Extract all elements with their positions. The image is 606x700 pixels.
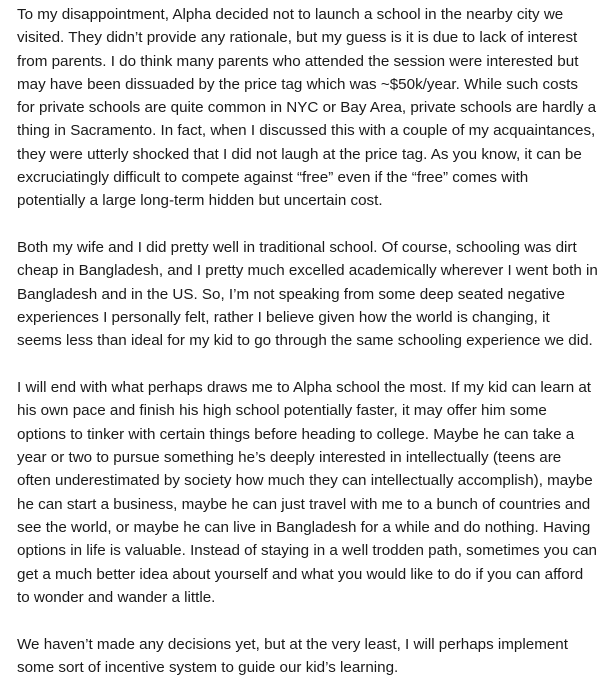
paragraph-learning-pace: I will end with what perhaps draws me to Alpha school the most. If my kid can learn at his own pace and finish his high school potentially faster, it may offer him some options to tinker with certain things before heading to college. Maybe he can take a year or two to pursue something he’s deeply interested in intellectually (teens are often underestimated by society how much they can intellectually accomplish), maybe he can start a business, maybe he can just travel with me to a bunch of countries and see the world, or maybe he can live in Bangladesh for a while and do nothing. Having options in life is valuable. Instead of staying in a well trodden path, sometimes you can get a much better idea about yourself and what you would like to do if you can afford to wonder and wander a little.: [17, 379, 597, 606]
paragraph-alpha-school-launch: To my disappointment, Alpha decided not to launch a school in the nearby city we visited. They didn’t provide any rationale, but my guess is it is due to lack of interest from parents. I do think many parents who attended the session were interested but may have been dissuaded by the price tag which was ~$50k/year. While such costs for private schools are quite common in NYC or Bay Area, private schools are hardly a thing in Sacramento. In fact, when I discussed this with a couple of my acquaintances, they were utterly shocked that I did not laugh at the price tag. As you know, it can be excruciatingly difficult to compete against “free” even if the “free” comes with potentially a large long-term hidden but uncertain cost.: [17, 6, 597, 210]
paragraph-decisions: We haven’t made any decisions yet, but at the very least, I will perhaps implement some sort of incentive system to guide our kid’s learning.: [17, 635, 568, 676]
paragraph-traditional-school: Both my wife and I did pretty well in traditional school. Of course, schooling was dirt cheap in Bangladesh, and I pretty much excelled academically wherever I went both in Bangladesh and in the US. So, I’m not speaking from some deep seated negative experiences I personally felt, rather I believe given how the world is changing, it seems less than ideal for my kid to go through the same schooling experience we did.: [17, 239, 598, 350]
